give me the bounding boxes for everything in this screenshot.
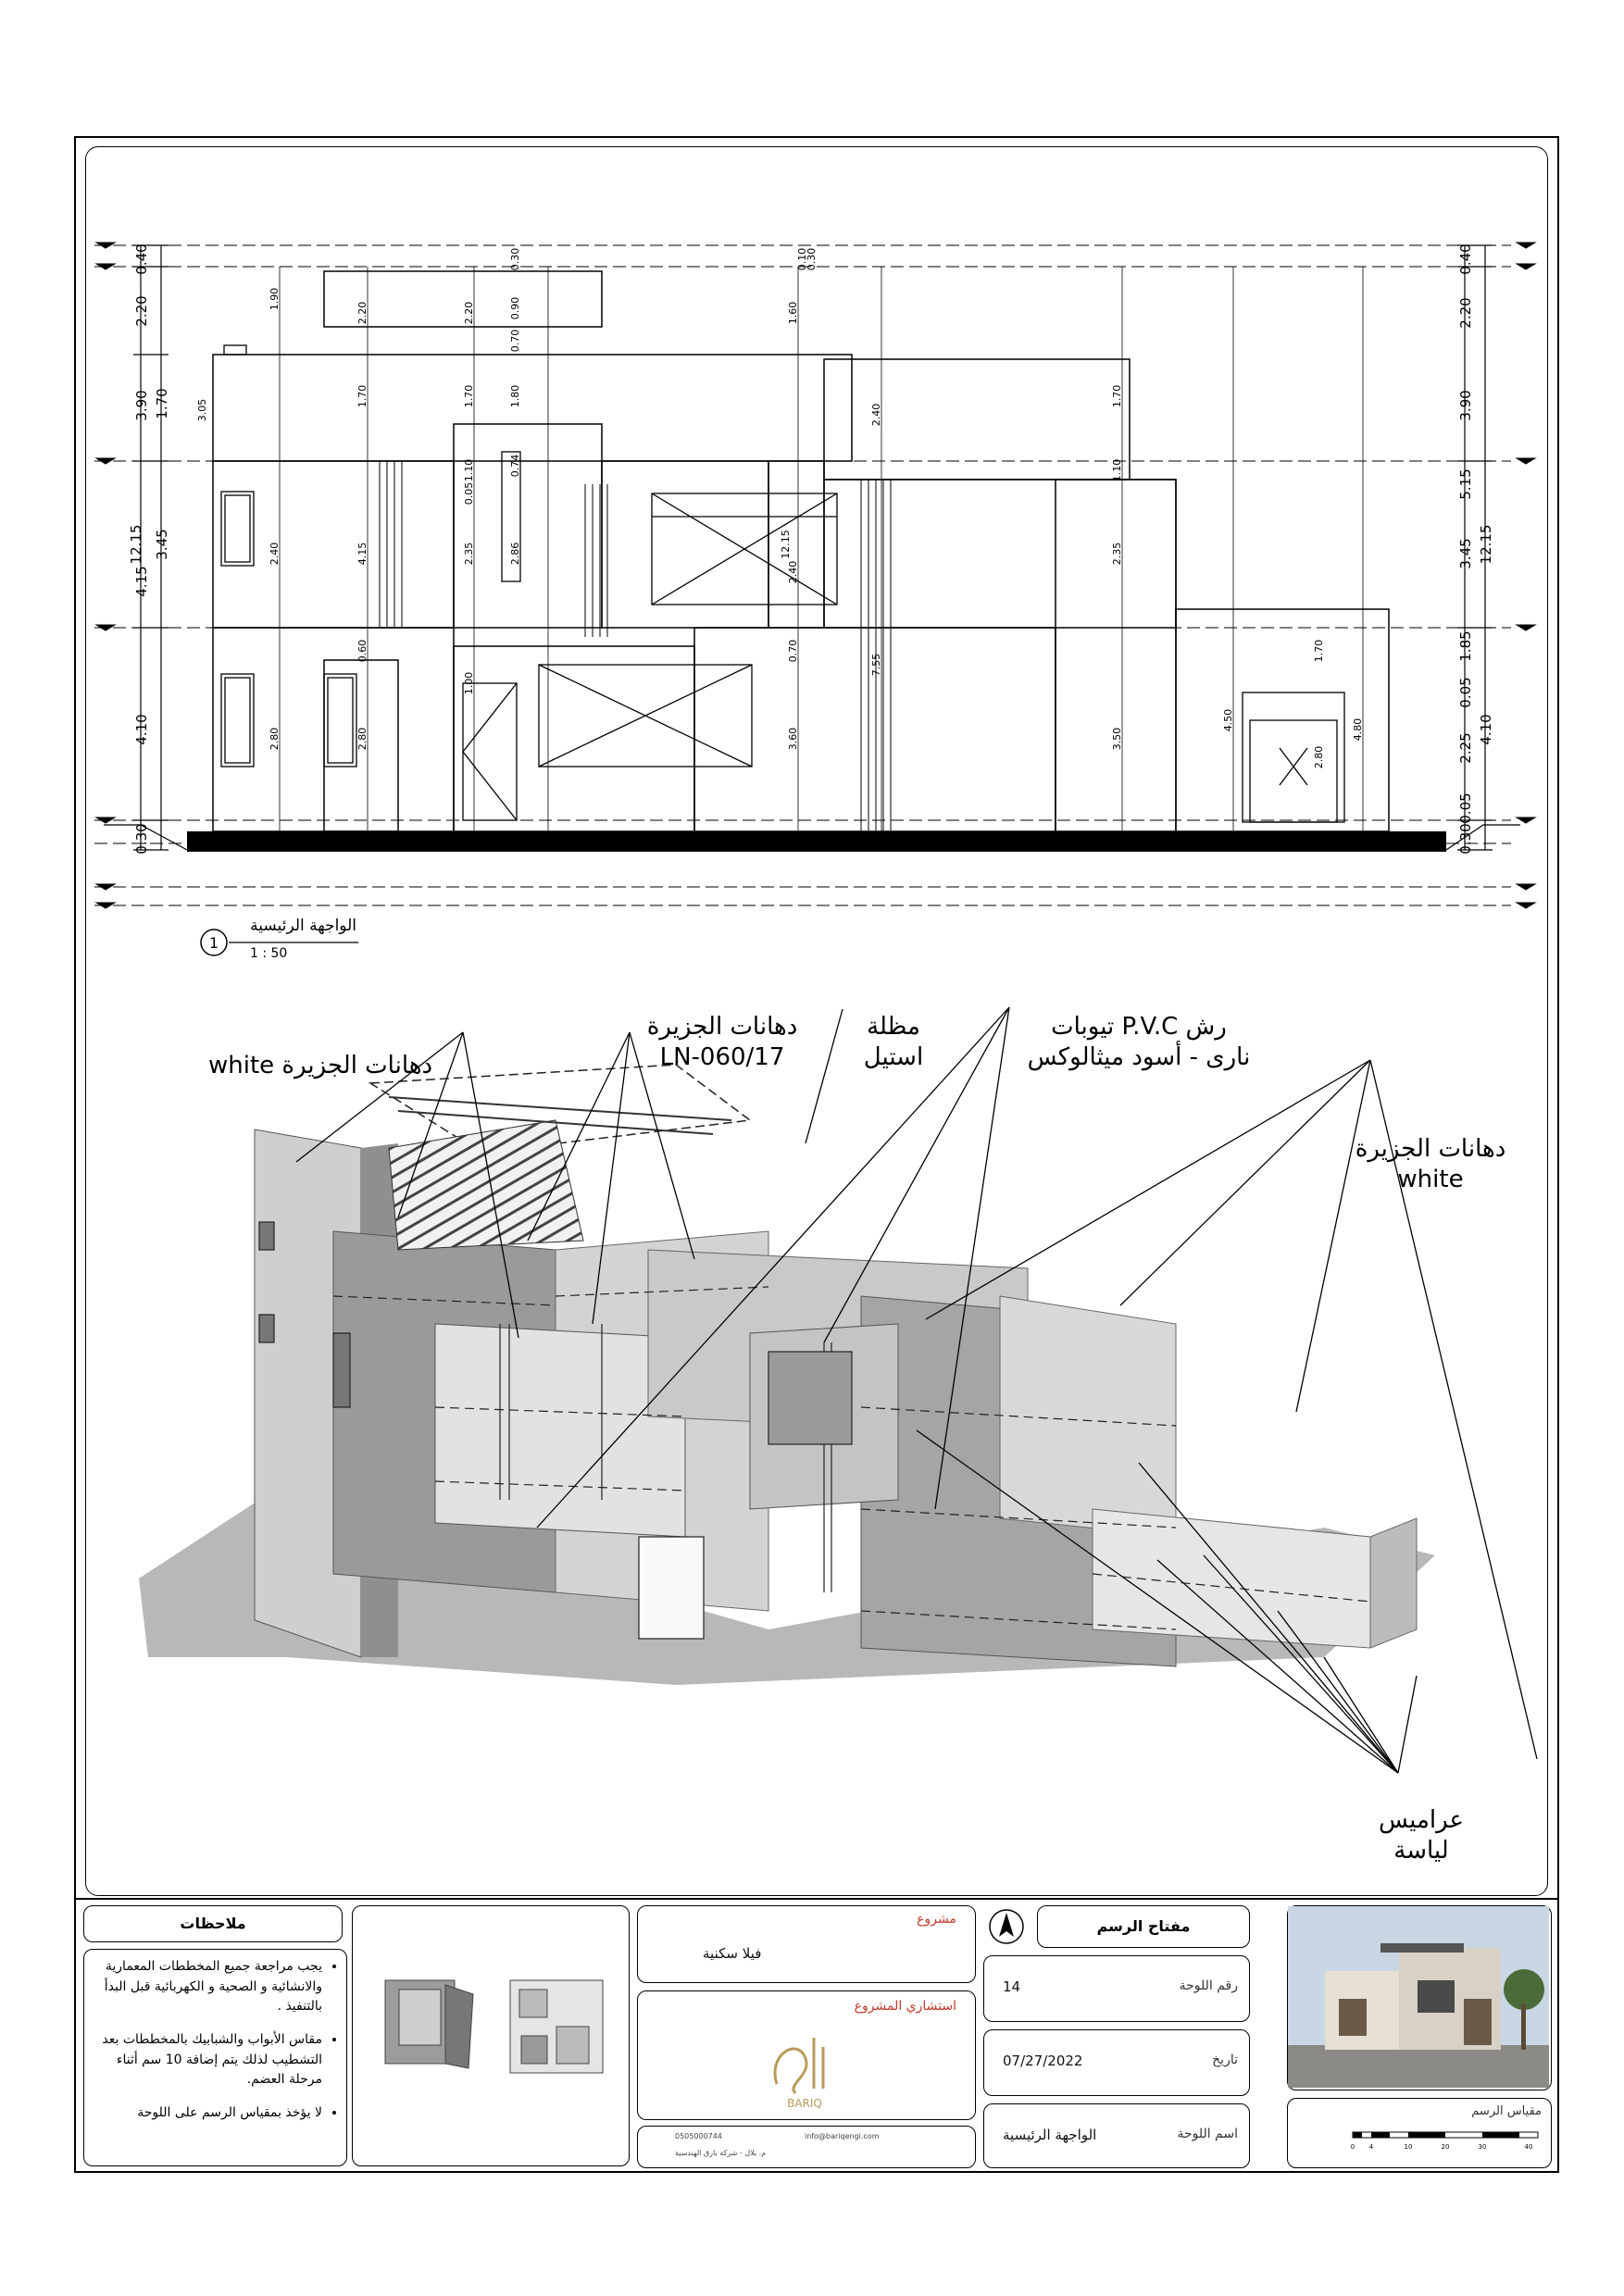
svg-text:40: 40 bbox=[1524, 2143, 1533, 2151]
svg-text:2.20: 2.20 bbox=[356, 301, 369, 325]
svg-text:0.60: 0.60 bbox=[356, 639, 369, 663]
svg-text:0.30: 0.30 bbox=[806, 247, 818, 271]
svg-text:0.40: 0.40 bbox=[133, 243, 150, 275]
callout-plaster-grooves bbox=[1370, 1805, 1472, 1866]
svg-text:0.05: 0.05 bbox=[1457, 677, 1474, 708]
view-title: الواجهة الرئيسية bbox=[250, 917, 356, 935]
north-arrow-icon bbox=[983, 1905, 1030, 1948]
svg-text:1.70: 1.70 bbox=[1111, 384, 1123, 408]
sheet-name-label: اسم اللوحة bbox=[1177, 2127, 1238, 2141]
svg-text:2.20: 2.20 bbox=[463, 301, 475, 325]
graphic-scale-bar bbox=[1350, 2128, 1547, 2162]
note-item: • مقاس الأبواب والشبابيك بالمخططات بعد التشطيب لذلك يتم إضافة 10 سم أثناء مرحلة العضم. bbox=[88, 2030, 322, 2090]
svg-text:3.60: 3.60 bbox=[787, 727, 799, 751]
callout-pvc-pipes-line1: رش P.V.C تيوبات bbox=[1051, 1013, 1227, 1041]
svg-text:12.15: 12.15 bbox=[1478, 524, 1494, 565]
callout-plaster-grooves-line1: عراميس bbox=[1378, 1806, 1464, 1834]
svg-text:3.45: 3.45 bbox=[1457, 538, 1474, 569]
project-value: فيلا سكنية bbox=[703, 1945, 762, 1962]
svg-text:12.15: 12.15 bbox=[128, 524, 144, 565]
scale-bar-panel bbox=[1287, 2098, 1552, 2168]
contact-panel bbox=[637, 2126, 976, 2168]
note-item: • يجب مراجعة جميع المخططات المعمارية والانشائية و الصحية و الكهربائية قبل البدأ بالتنفيذ . bbox=[88, 1957, 322, 2017]
svg-text:2.86: 2.86 bbox=[509, 542, 521, 566]
svg-text:0.70: 0.70 bbox=[509, 329, 521, 353]
callout-pergola-line1: مظلة bbox=[867, 1013, 920, 1041]
render-preview-panel bbox=[1287, 1905, 1552, 2090]
svg-text:2.80: 2.80 bbox=[356, 727, 369, 751]
key-plan-thumbnails bbox=[353, 1906, 627, 2164]
north-arrow-box bbox=[983, 1905, 1030, 1948]
notes-panel bbox=[83, 1949, 347, 2166]
svg-text:0.30: 0.30 bbox=[1457, 823, 1474, 855]
left-dimension-labels bbox=[128, 243, 170, 854]
sheet-number-value: 14 bbox=[1003, 1978, 1021, 1995]
svg-text:1.00: 1.00 bbox=[463, 671, 475, 695]
sheet-number-panel bbox=[983, 1955, 1250, 2022]
drawing-key-title: مفتاح الرسم bbox=[1096, 1917, 1191, 1935]
perspective-view bbox=[120, 1018, 1463, 1852]
sheet-name-value: الواجهة الرئيسية bbox=[1003, 2127, 1097, 2143]
project-panel bbox=[637, 1905, 976, 1983]
consultant-label: استشاري المشروع bbox=[854, 1999, 956, 2014]
project-label: مشروع bbox=[917, 1912, 956, 1927]
svg-text:3.50: 3.50 bbox=[1111, 727, 1123, 751]
drawing-key-header bbox=[1037, 1905, 1250, 1948]
scale-label: مقياس الرسم bbox=[1471, 2104, 1542, 2118]
svg-text:3.45: 3.45 bbox=[154, 529, 170, 560]
callout-paint-white-right-line1: دهانات الجزيرة bbox=[1355, 1135, 1506, 1163]
notes-header-box bbox=[83, 1905, 343, 1942]
notes-list bbox=[88, 1957, 337, 2124]
svg-text:0: 0 bbox=[1350, 2143, 1355, 2151]
svg-text:1.70: 1.70 bbox=[463, 384, 475, 408]
svg-text:2.80: 2.80 bbox=[1313, 745, 1325, 769]
callout-paint-code bbox=[630, 1012, 815, 1072]
svg-text:4.10: 4.10 bbox=[133, 714, 150, 745]
callout-pergola bbox=[852, 1012, 935, 1072]
svg-text:1.60: 1.60 bbox=[787, 301, 799, 325]
svg-text:4.15: 4.15 bbox=[356, 542, 369, 566]
svg-text:0.05: 0.05 bbox=[463, 481, 475, 505]
svg-text:2.35: 2.35 bbox=[463, 542, 475, 566]
svg-text:0.10: 0.10 bbox=[796, 247, 808, 271]
consultant-panel bbox=[637, 1990, 976, 2120]
callout-paint-white-right bbox=[1352, 1134, 1509, 1194]
svg-text:BARIQ: BARIQ bbox=[787, 2097, 822, 2110]
svg-text:2.20: 2.20 bbox=[133, 295, 150, 327]
svg-text:1.90: 1.90 bbox=[269, 287, 281, 311]
svg-text:4: 4 bbox=[1368, 2143, 1374, 2151]
svg-text:1.80: 1.80 bbox=[509, 384, 521, 408]
svg-text:0.05: 0.05 bbox=[1457, 792, 1474, 824]
svg-text:0.30: 0.30 bbox=[133, 823, 150, 855]
date-value: 07/27/2022 bbox=[1003, 2053, 1083, 2069]
svg-text:3.05: 3.05 bbox=[196, 398, 208, 422]
svg-text:0.90: 0.90 bbox=[509, 296, 521, 320]
svg-text:4.15: 4.15 bbox=[133, 566, 150, 597]
callout-pvc-pipes-line2: نارى - أسود ميثالوكس bbox=[1027, 1042, 1251, 1071]
callout-pvc-pipes bbox=[1018, 1012, 1259, 1072]
svg-text:4.80: 4.80 bbox=[1352, 718, 1364, 742]
svg-text:30: 30 bbox=[1478, 2143, 1487, 2151]
right-dimension-labels bbox=[1457, 243, 1494, 854]
svg-text:0.74: 0.74 bbox=[509, 454, 521, 478]
date-label: تاريخ bbox=[1212, 2053, 1238, 2067]
svg-text:2.35: 2.35 bbox=[1111, 542, 1123, 566]
contact-phone: 0505000744 bbox=[675, 2132, 722, 2140]
villa-render-image bbox=[1288, 1906, 1549, 2088]
svg-text:0.40: 0.40 bbox=[1457, 243, 1474, 275]
svg-text:2.20: 2.20 bbox=[1457, 297, 1474, 329]
svg-text:1.10: 1.10 bbox=[463, 458, 475, 482]
view-scale: 1 : 50 bbox=[250, 946, 288, 961]
svg-text:0.30: 0.30 bbox=[509, 247, 521, 271]
level-lines bbox=[94, 245, 1511, 905]
callout-plaster-grooves-line2: لياسة bbox=[1393, 1836, 1449, 1865]
building-outline bbox=[213, 271, 1389, 831]
bariq-logo-icon bbox=[749, 2019, 860, 2112]
svg-text:20: 20 bbox=[1441, 2143, 1450, 2151]
svg-text:3.90: 3.90 bbox=[133, 390, 150, 421]
svg-text:4.50: 4.50 bbox=[1222, 708, 1234, 732]
svg-text:1.70: 1.70 bbox=[154, 388, 170, 419]
title-block-divider bbox=[74, 1898, 1559, 1900]
callout-pergola-line2: استيل bbox=[863, 1042, 924, 1071]
callout-paint-code-line2: LN-060/17 bbox=[659, 1042, 785, 1071]
main-elevation-drawing bbox=[85, 146, 1548, 980]
svg-text:0.70: 0.70 bbox=[787, 639, 799, 663]
svg-text:2.40: 2.40 bbox=[269, 542, 281, 566]
interior-dimension-labels bbox=[196, 248, 1364, 769]
svg-text:2.80: 2.80 bbox=[269, 727, 281, 751]
svg-text:1.70: 1.70 bbox=[1313, 639, 1325, 663]
svg-text:1: 1 bbox=[208, 934, 219, 952]
date-panel bbox=[983, 2029, 1250, 2096]
notes-title: ملاحظات bbox=[180, 1915, 246, 1932]
svg-text:7.55: 7.55 bbox=[870, 653, 882, 677]
svg-text:4.10: 4.10 bbox=[1478, 714, 1494, 745]
svg-text:1.85: 1.85 bbox=[1457, 630, 1474, 662]
svg-text:5.15: 5.15 bbox=[1457, 468, 1474, 500]
key-plan-panel bbox=[352, 1905, 630, 2166]
svg-text:2.40: 2.40 bbox=[787, 560, 799, 584]
svg-text:1.10: 1.10 bbox=[1111, 458, 1123, 482]
note-item: • لا يؤخذ بمقياس الرسم على اللوحة bbox=[88, 2103, 322, 2124]
svg-text:3.90: 3.90 bbox=[1457, 390, 1474, 421]
ground-slab bbox=[187, 831, 1446, 852]
sheet-number-label: رقم اللوحة bbox=[1179, 1978, 1238, 1993]
svg-text:1.70: 1.70 bbox=[356, 384, 369, 408]
svg-text:2.40: 2.40 bbox=[870, 403, 882, 427]
svg-text:10: 10 bbox=[1404, 2143, 1413, 2151]
svg-text:12.15: 12.15 bbox=[780, 530, 792, 559]
callout-paint-code-line1: دهانات الجزيرة bbox=[646, 1013, 798, 1041]
callout-paint-white-left: دهانات الجزيرة white bbox=[208, 1052, 433, 1079]
sheet-name-panel bbox=[983, 2103, 1250, 2168]
contact-email: info@bariqengi.com bbox=[805, 2132, 880, 2140]
callout-paint-white-right-line2: white bbox=[1397, 1165, 1464, 1193]
contact-engineer: م. بلال - شركة بارق الهندسية bbox=[675, 2149, 767, 2157]
svg-text:2.25: 2.25 bbox=[1457, 732, 1474, 764]
